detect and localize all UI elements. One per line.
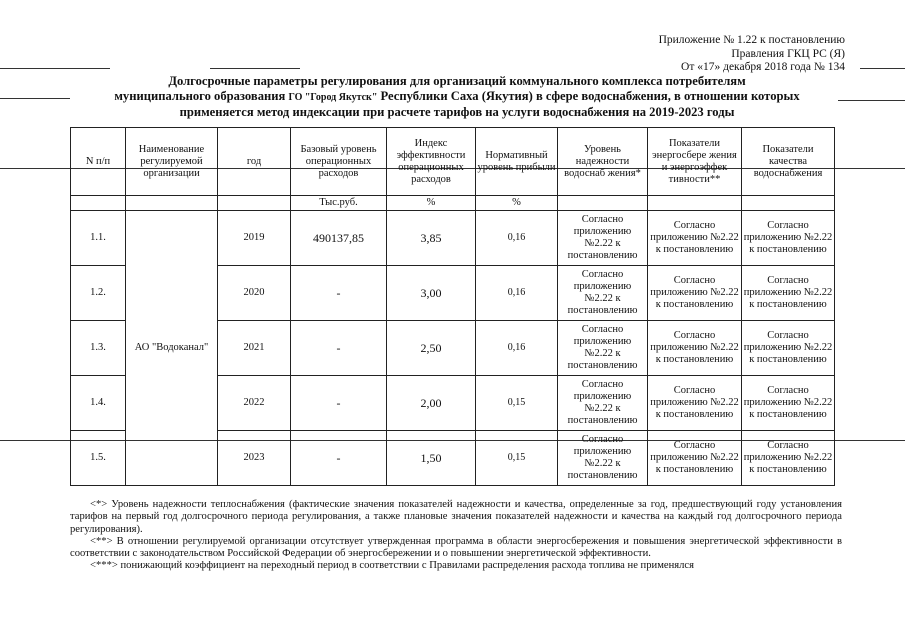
header-index: Индекс эффективности операционных расходов <box>387 128 476 196</box>
unit-empty <box>648 196 742 211</box>
header-profit: Нормативный уровень прибыли <box>476 128 558 196</box>
row-profit: 0,16 <box>476 321 558 376</box>
row-base: - <box>291 266 387 321</box>
row-year: 2023 <box>218 431 291 486</box>
row-profit: 0,15 <box>476 431 558 486</box>
row-year: 2019 <box>218 211 291 266</box>
footnote-2: <**> В отношении регулируемой организации отсутствует утвержденная программа в области энергосбережения и повышения энергетической эффективности в соответствии с законодательством Российской Федерации об энергосбережении и о повышении энергетической эффективности. <box>70 535 842 560</box>
header-num: N п/п <box>71 128 126 196</box>
unit-empty <box>742 196 835 211</box>
row-profit: 0,16 <box>476 266 558 321</box>
row-num: 1.3. <box>71 321 126 376</box>
appendix-line-2: Правления ГКЦ РС (Я) <box>731 47 845 60</box>
unit-empty <box>71 196 126 211</box>
table-units-row <box>71 196 835 211</box>
unit-profit: % <box>476 196 558 211</box>
header-quality: Показатели качества водоснабжения <box>742 128 835 196</box>
appendix-header <box>545 34 845 75</box>
row-index: 3,00 <box>387 266 476 321</box>
row-energy: Согласно приложению №2.22 к постановлению <box>648 431 742 486</box>
header-org: Наименование регулируемой организации <box>126 128 218 196</box>
row-index: 2,00 <box>387 376 476 431</box>
title-line-1: Долгосрочные параметры регулирования для организаций коммунального комплекса потребителям <box>168 74 746 88</box>
row-base: - <box>291 431 387 486</box>
scan-line <box>210 68 300 69</box>
title-line-2c: Республики Саха (Якутия) в сфере водоснабжения, в отношении которых <box>377 89 800 103</box>
header-reliability: Уровень надежности водоснаб жения* <box>558 128 648 196</box>
row-year: 2022 <box>218 376 291 431</box>
row-quality: Согласно приложению №2.22 к постановлению <box>742 431 835 486</box>
row-energy: Согласно приложению №2.22 к постановлению <box>648 266 742 321</box>
row-base: - <box>291 321 387 376</box>
row-energy: Согласно приложению №2.22 к постановлению <box>648 211 742 266</box>
row-profit: 0,16 <box>476 211 558 266</box>
row-quality: Согласно приложению №2.22 к постановлению <box>742 266 835 321</box>
row-energy: Согласно приложению №2.22 к постановлению <box>648 376 742 431</box>
scan-line <box>0 68 110 69</box>
title-line-3: применяется метод индексации при расчете тарифов на услуги водоснабжения на 2019-2023 годы <box>179 105 735 119</box>
organization-name: АО "Водоканал" <box>126 211 218 486</box>
row-quality: Согласно приложению №2.22 к постановлению <box>742 376 835 431</box>
row-profit: 0,15 <box>476 376 558 431</box>
row-reliability: Согласно приложению №2.22 к постановлению <box>558 211 648 266</box>
footnote-3: <***> понижающий коэффициент на переходный период в соответствии с Правилами распределения расхода топлива не применялся <box>90 560 694 572</box>
title-line-2 <box>62 89 852 105</box>
row-year: 2020 <box>218 266 291 321</box>
unit-index: % <box>387 196 476 211</box>
table-header-row <box>71 128 835 196</box>
row-base: 490137,85 <box>291 211 387 266</box>
appendix-line-3: От «17» декабря 2018 года № 134 <box>681 61 845 73</box>
appendix-line-1: Приложение № 1.22 к постановлению <box>658 34 845 46</box>
row-num: 1.5. <box>71 431 126 486</box>
row-base: - <box>291 376 387 431</box>
row-index: 2,50 <box>387 321 476 376</box>
unit-empty <box>126 196 218 211</box>
row-reliability: Согласно приложению №2.22 к постановлению <box>558 431 648 486</box>
row-index: 1,50 <box>387 431 476 486</box>
row-reliability: Согласно приложению №2.22 к постановлению <box>558 321 648 376</box>
scan-line <box>860 68 905 69</box>
title-line-2a: муниципального образования <box>114 89 289 103</box>
row-index: 3,85 <box>387 211 476 266</box>
row-year: 2021 <box>218 321 291 376</box>
row-num: 1.1. <box>71 211 126 266</box>
row-reliability: Согласно приложению №2.22 к постановлению <box>558 376 648 431</box>
table-row <box>71 211 835 266</box>
scan-line <box>0 98 70 99</box>
footnotes <box>70 499 842 573</box>
row-energy: Согласно приложению №2.22 к постановлению <box>648 321 742 376</box>
unit-base: Тыс.руб. <box>291 196 387 211</box>
header-base: Базовый уровень операционных расходов <box>291 128 387 196</box>
document-title <box>62 74 852 120</box>
unit-empty <box>558 196 648 211</box>
row-num: 1.4. <box>71 376 126 431</box>
row-num: 1.2. <box>71 266 126 321</box>
row-reliability: Согласно приложению №2.22 к постановлению <box>558 266 648 321</box>
parameters-table <box>70 127 835 486</box>
row-quality: Согласно приложению №2.22 к постановлению <box>742 211 835 266</box>
municipality-name: ГО "Город Якутск" <box>288 92 378 103</box>
footnote-1: <*> Уровень надежности теплоснабжения (фактические значения показателей надежности и качества, определенные за год, предшествующий году установления тарифов на первый год долгосрочного периода регулирования, а также плановые значения показателей надежности и качества на каждый год долгосрочного периода регулирования). <box>70 499 842 535</box>
unit-empty <box>218 196 291 211</box>
row-quality: Согласно приложению №2.22 к постановлению <box>742 321 835 376</box>
header-energy: Показатели энергосбере жения и энергоэффек тивности** <box>648 128 742 196</box>
header-year: год <box>218 128 291 196</box>
